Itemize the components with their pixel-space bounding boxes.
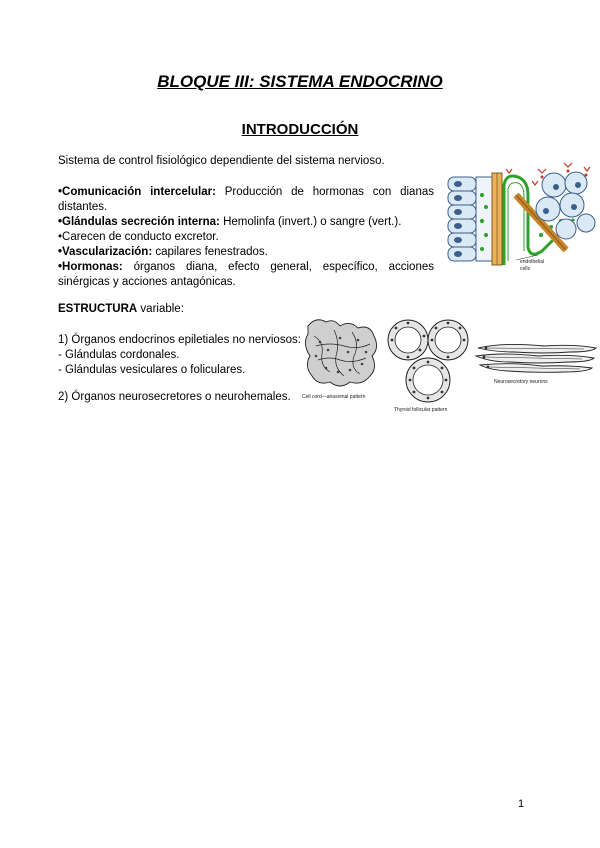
- bullet-item: •Vascularización: capilares fenestrados.: [58, 246, 268, 258]
- thyroid-follicle-figure: [386, 318, 472, 414]
- list-item: 1) Órganos endocrinos epiletiales no nerviosos:: [58, 334, 301, 346]
- bullet-list: [58, 185, 434, 290]
- epithelial-organs-list: [58, 333, 301, 378]
- bullet-item: •Hormonas: órganos diana, efecto general, específico, acciones sinérgicas y acciones antagónicas.: [58, 261, 434, 288]
- bullet-item: •Comunicación intercelular: Producción de hormonas con dianas distantes.: [58, 186, 434, 213]
- list-item: - Glándulas cordonales.: [58, 349, 180, 361]
- thyroid-follicle-caption: Thyroid follicular pattern: [394, 407, 448, 413]
- section-title: INTRODUCCIÓN: [241, 121, 359, 138]
- intro-text: Sistema de control fisiológico dependiente del sistema nervioso.: [58, 155, 385, 167]
- neurosecretory-caption: Neurosecretory neurons: [494, 379, 548, 385]
- document-title: BLOQUE III: SISTEMA ENDOCRINO: [157, 72, 443, 91]
- list-item: - Glándulas vesiculares o foliculares.: [58, 364, 246, 376]
- bullet-item: •Carecen de conducto excretor.: [58, 231, 219, 243]
- neurosecretory-figure: [474, 338, 600, 388]
- endothelial-label: endothelial: [520, 259, 545, 265]
- estructura-heading: ESTRUCTURA variable:: [58, 303, 184, 315]
- neurosecretory-organs-item: 2) Órganos neurosecretores o neurohemales.: [58, 391, 291, 403]
- cell-cord-caption: Cell cord—anasomal pattern: [302, 394, 366, 400]
- page-number: 1: [518, 798, 525, 810]
- cell-cord-figure: [300, 312, 382, 402]
- endothelial-figure: [446, 155, 596, 285]
- bullet-item: •Glándulas secreción interna: Hemolinfa (invert.) o sangre (vert.).: [58, 216, 402, 228]
- endothelial-label-cells: cells: [520, 266, 531, 272]
